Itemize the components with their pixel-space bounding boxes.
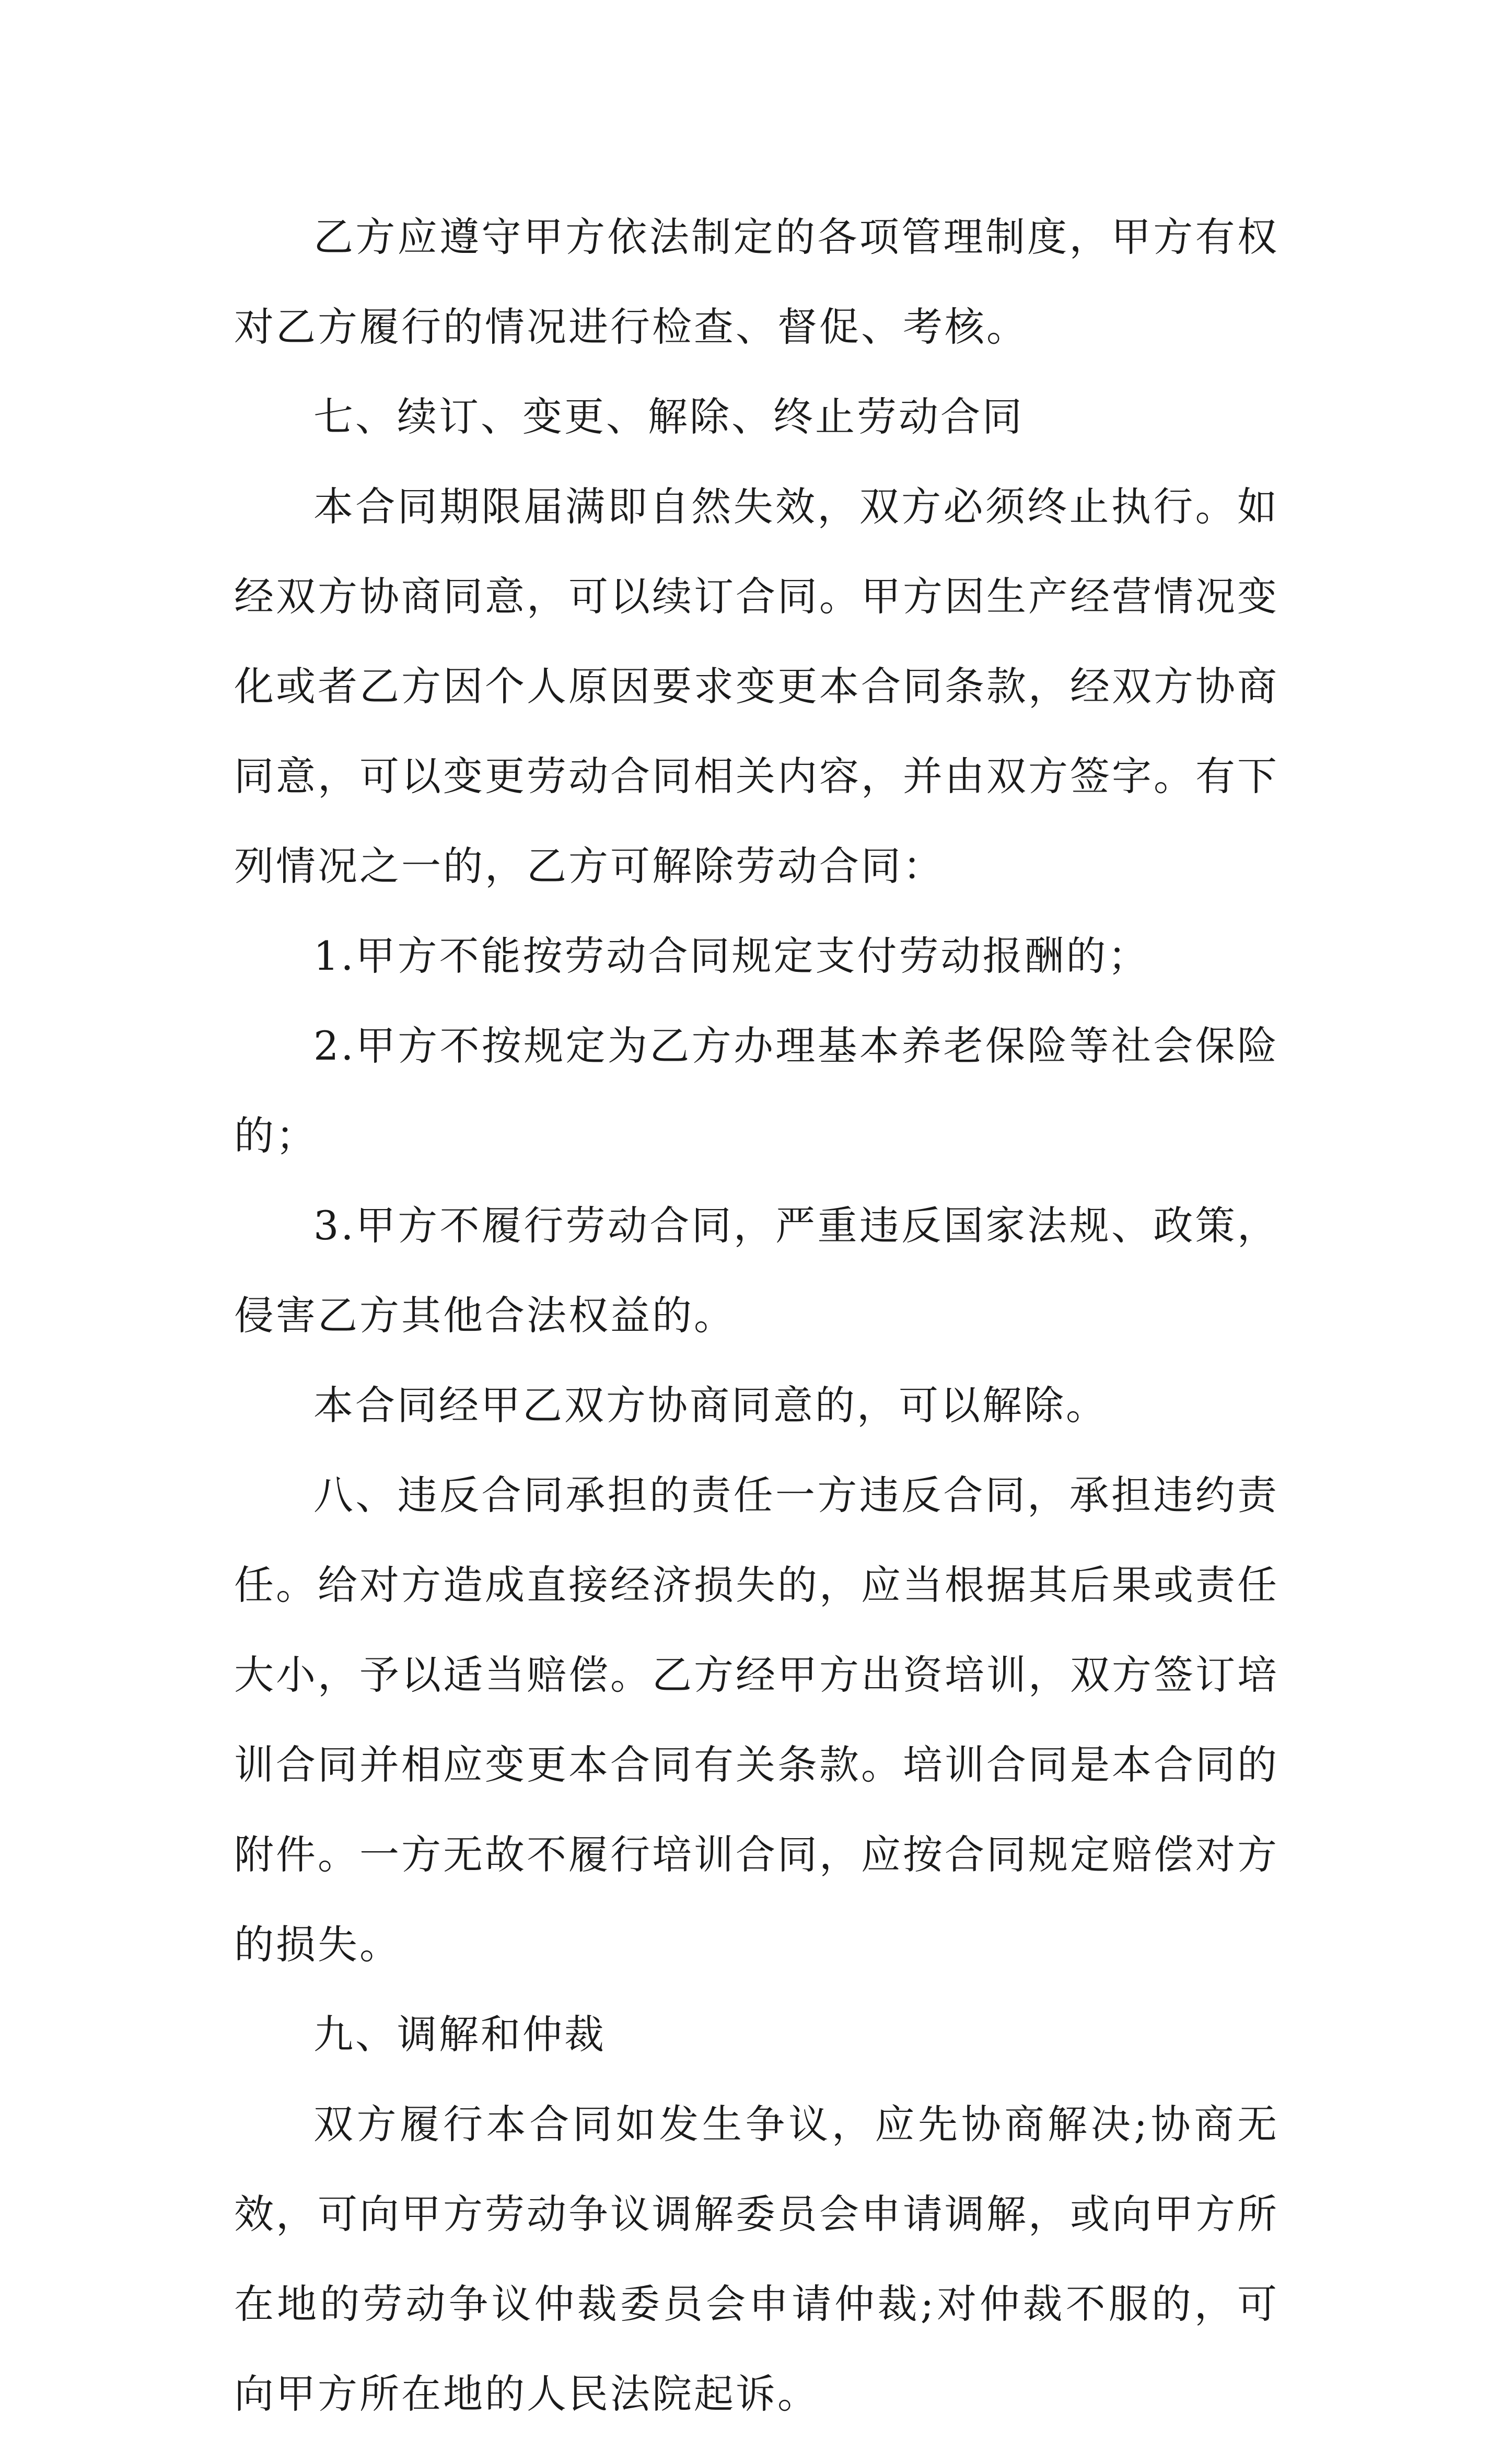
- section-heading-nine: 九、调解和仲裁: [313, 2011, 606, 2058]
- list-item-3: 3.甲方不履行劳动合同，严重违反国家法规、政策，侵害乙方其他合法权益的。: [234, 1202, 1279, 1339]
- paragraph-mutual-termination: 本合同经甲乙双方协商同意的，可以解除。: [313, 1382, 1108, 1428]
- section-heading-seven: 七、续订、变更、解除、终止劳动合同: [313, 393, 1024, 440]
- paragraph-dispute-resolution: 双方履行本合同如发生争议，应先协商解决;协商无效，可向甲方劳动争议调解委员会申请调解，或向甲方所在地的劳动争议仲裁委员会申请仲裁;对仲裁不服的，可向甲方所在地的人民法院起诉。: [234, 2101, 1279, 2417]
- document-body: [234, 192, 1279, 2439]
- list-item-2: 2.甲方不按规定为乙方办理基本养老保险等社会保险的；: [234, 1023, 1279, 1159]
- paragraph-contract-term: 本合同期限届满即自然失效，双方必须终止执行。如经双方协商同意，可以续订合同。甲方因生产经营情况变化或者乙方因个人原因要求变更本合同条款，经双方协商同意，可以变更劳动合同相关内容，并由双方签字。有下列情况之一的，乙方可解除劳动合同：: [234, 483, 1279, 889]
- paragraph-management-rules: 乙方应遵守甲方依法制定的各项管理制度，甲方有权对乙方履行的情况进行检查、督促、考核。: [234, 214, 1279, 350]
- list-item-1: 1.甲方不能按劳动合同规定支付劳动报酬的；: [313, 933, 1150, 979]
- section-eight-liability: 八、违反合同承担的责任一方违反合同，承担违约责任。给对方造成直接经济损失的，应当根据其后果或责任大小，予以适当赔偿。乙方经甲方出资培训，双方签订培训合同并相应变更本合同有关条款。培训合同是本合同的附件。一方无故不履行培训合同，应按合同规定赔偿对方的损失。: [234, 1472, 1279, 1968]
